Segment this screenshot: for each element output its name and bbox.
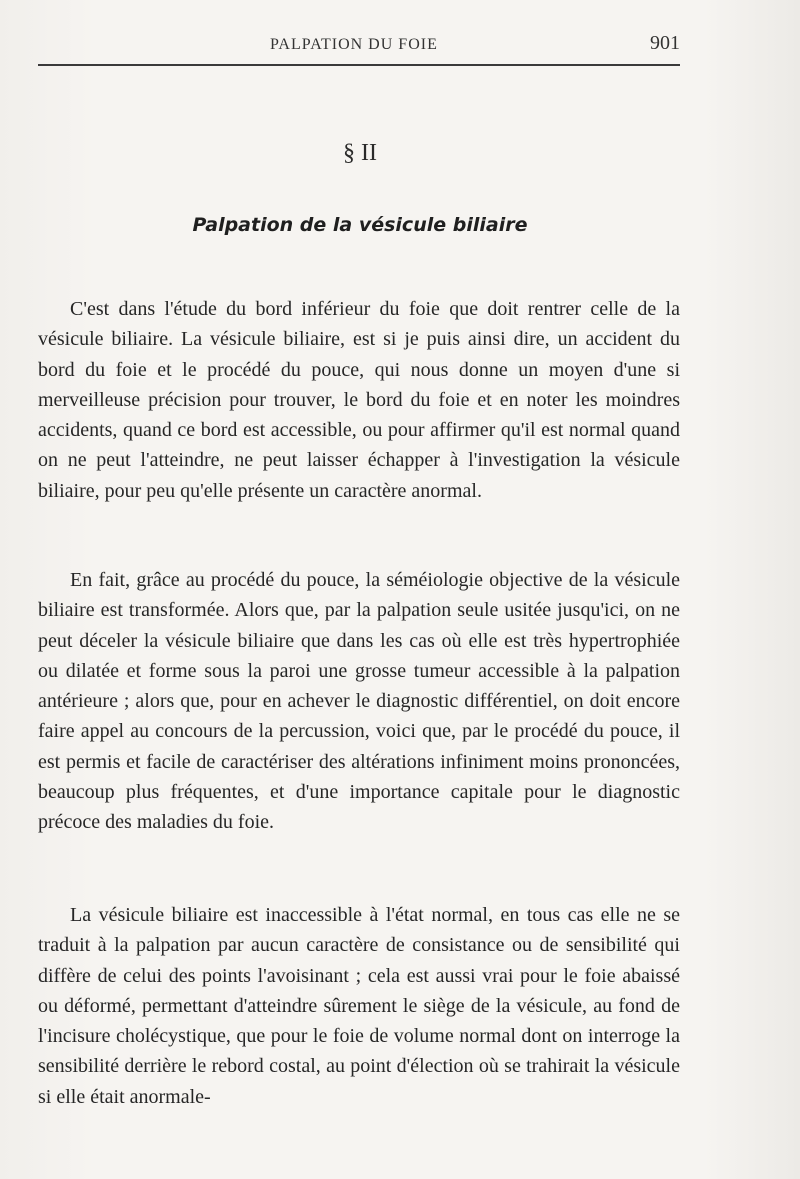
paragraph: En fait, grâce au procédé du pouce, la séméiologie objective de la vésicule biliaire est transformée. Alors que, par la palpation seule usitée jusqu'ici, on ne peut déceler la vésicule biliaire que dans les cas où elle est très hypertrophiée ou dilatée et forme sous la paroi une grosse tumeur accessible à la palpation antérieure ; alors que, pour en achever le diagnostic différentiel, on doit encore faire appel au concours de la percussion, voici que, par le procédé du pouce, il est permis et facile de caractériser des altérations infiniment moins prononcées, beaucoup plus fréquentes, et d'une importance capitale pour le diagnostic précoce des maladies du foie. bbox=[38, 569, 680, 834]
section-title: Palpation de la vésicule biliaire bbox=[192, 214, 528, 236]
paragraph: C'est dans l'étude du bord inférieur du foie que doit rentrer celle de la vésicule biliaire. La vésicule biliaire, est si je puis ainsi dire, un accident du bord du foie et le procédé du pouce, qui nous donne un moyen d'une si merveilleuse précision pour trouver, le bord du foie et en noter les moindres accidents, quand ce bord est accessible, ou pour affirmer qu'il est normal quand on ne peut l'atteindre, ne peut laisser échapper à l'investigation la vésicule biliaire, pour peu qu'elle présente un caractère anormal. bbox=[38, 298, 680, 502]
section-number: § II bbox=[343, 140, 377, 166]
page-header bbox=[38, 30, 680, 66]
paragraph: La vésicule biliaire est inaccessible à l'état normal, en tous cas elle ne se traduit à la palpation par aucun caractère de consistance ou de sensibilité qui diffère de celui des points l'avoisinant ; cela est aussi vrai pour le foie abaissé ou déformé, permettant d'atteindre sûrement le siège de la vésicule, au fond de l'incisure cholécystique, que pour le foie de volume normal dont on interroge la sensibilité derrière le rebord costal, au point d'élection où se trahirait la vésicule si elle était anormale- bbox=[38, 904, 680, 1108]
running-title: PALPATION DU FOIE bbox=[270, 36, 438, 53]
page-number: 901 bbox=[650, 32, 680, 54]
